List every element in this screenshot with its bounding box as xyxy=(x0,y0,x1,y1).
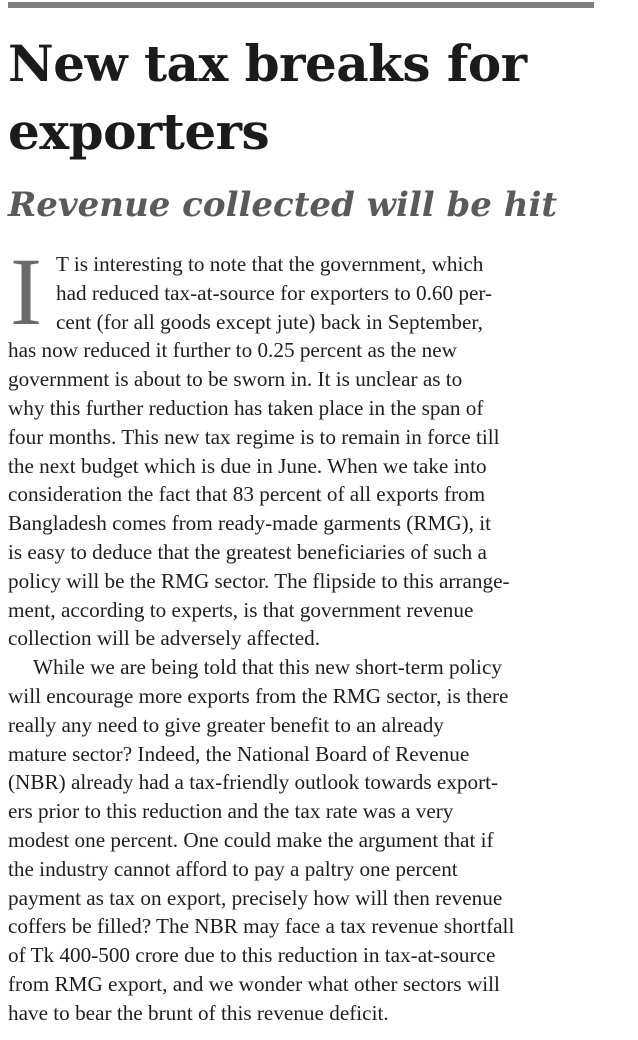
paragraph-line: from RMG export, and we wonder what other sectors will xyxy=(8,971,500,996)
paragraph-2 xyxy=(8,653,598,1027)
article-body xyxy=(8,238,598,1028)
paragraph-line: ers prior to this reduction and the tax rate was a very xyxy=(8,799,454,824)
paragraph-line: ment, according to experts, is that government revenue xyxy=(8,597,474,622)
paragraph-line: four months. This new tax regime is to remain in force till xyxy=(8,424,500,449)
paragraph-line: (NBR) already had a tax-friendly outlook towards export- xyxy=(8,770,499,795)
headline-line-1: New tax breaks for xyxy=(8,34,527,93)
paragraph-line: mature sector? Indeed, the National Board of Revenue xyxy=(8,741,470,766)
paragraph-line: have to bear the brunt of this revenue deficit. xyxy=(8,1000,389,1025)
paragraph-line: T is interesting to note that the government, which xyxy=(56,252,484,276)
paragraph-line: why this further reduction has taken place in the span of xyxy=(8,395,484,420)
paragraph-line: policy will be the RMG sector. The flipside to this arrange- xyxy=(8,568,510,593)
paragraph-line: has now reduced it further to 0.25 percent as the new xyxy=(8,338,457,363)
paragraph-1 xyxy=(8,238,598,653)
paragraph-line: is easy to deduce that the greatest beneficiaries of such a xyxy=(8,539,487,564)
subheadline: Revenue collected will be hit xyxy=(8,185,558,225)
paragraph-line: While we are being told that this new short-term policy xyxy=(33,655,502,680)
paragraph-line: of Tk 400-500 crore due to this reduction in tax-at-source xyxy=(8,943,496,968)
headline xyxy=(8,30,608,166)
paragraph-line: consideration the fact that 83 percent of all exports from xyxy=(8,482,486,507)
headline-line-2: exporters xyxy=(8,102,270,161)
paragraph-line: collection will be adversely affected. xyxy=(8,626,320,651)
paragraph-line: payment as tax on export, precisely how will then revenue xyxy=(8,885,503,910)
paragraph-line: coffers be filled? The NBR may face a tax revenue shortfall xyxy=(8,914,515,939)
paragraph-line: will encourage more exports from the RMG sector, is there xyxy=(8,683,509,708)
paragraph-line: modest one percent. One could make the argument that if xyxy=(8,827,494,852)
top-rule xyxy=(8,2,594,8)
paragraph-line: the industry cannot afford to pay a paltry one percent xyxy=(8,856,458,881)
drop-cap: I xyxy=(10,238,42,345)
paragraph-line: the next budget which is due in June. When we take into xyxy=(8,453,487,478)
paragraph-line: Bangladesh comes from ready-made garments (RMG), it xyxy=(8,511,492,536)
paragraph-line: really any need to give greater benefit to an already xyxy=(8,712,444,737)
paragraph-line: cent (for all goods except jute) back in September, xyxy=(56,309,483,334)
paragraph-line: government is about to be sworn in. It is unclear as to xyxy=(8,367,463,392)
paragraph-line: had reduced tax-at-source for exporters to 0.60 per- xyxy=(56,280,493,305)
